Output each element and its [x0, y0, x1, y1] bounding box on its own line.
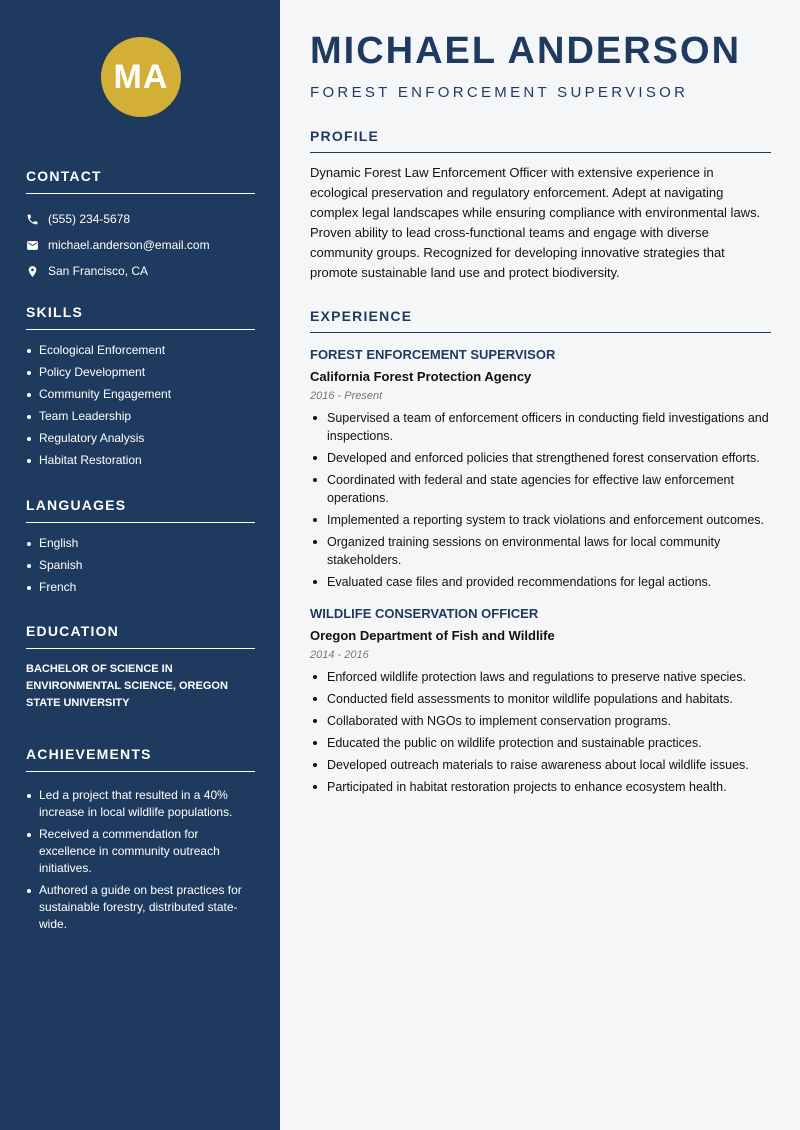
- job-bullet: Developed outreach materials to raise awareness about local wildlife issues.: [310, 756, 771, 774]
- achievement-item: Received a commendation for excellence in community outreach initiatives.: [26, 826, 255, 877]
- job-dates: 2016 - Present: [310, 390, 383, 402]
- job-bullet: Collaborated with NGOs to implement conservation programs.: [310, 712, 771, 730]
- contact-section: [26, 168, 255, 284]
- job-bullet: Supervised a team of enforcement officers in conducting field investigations and inspections.: [310, 409, 771, 445]
- achievements-list: [26, 787, 255, 933]
- job-company: California Forest Protection Agency: [310, 369, 532, 384]
- achievements-title: ACHIEVEMENTS: [26, 746, 255, 772]
- skills-section: [26, 304, 255, 474]
- language-item: English: [26, 535, 255, 552]
- experience-entry: [310, 606, 771, 796]
- mail-icon: [26, 239, 39, 252]
- job-role: WILDLIFE CONSERVATION OFFICER: [310, 606, 539, 621]
- job-role: FOREST ENFORCEMENT SUPERVISOR: [310, 347, 556, 362]
- job-bullets: [310, 409, 771, 591]
- skills-title: SKILLS: [26, 304, 255, 330]
- job-bullet: Coordinated with federal and state agencies for effective law enforcement operations.: [310, 471, 771, 507]
- sidebar: [0, 0, 280, 1130]
- job-bullet: Educated the public on wildlife protection and sustainable practices.: [310, 734, 771, 752]
- contact-email: [26, 232, 255, 258]
- profile-text: Dynamic Forest Law Enforcement Officer with extensive experience in ecological preservation and regulatory enforcement. Adept at navigating complex legal landscapes while ensuring compliance with environmental laws. Proven ability to lead cross-functional teams and engage with diverse community groups. Recognized for developing innovative strategies that promote sustainable land use and protect biodiversity.: [310, 165, 761, 280]
- achievement-item: Authored a guide on best practices for sustainable forestry, distributed state-wide.: [26, 882, 255, 933]
- monogram-avatar: MA: [101, 37, 181, 117]
- job-company: Oregon Department of Fish and Wildlife: [310, 628, 555, 643]
- email-text: michael.anderson@email.com: [48, 238, 210, 252]
- skills-list: [26, 342, 255, 469]
- location-pin-icon: [26, 265, 39, 278]
- job-bullet: Enforced wildlife protection laws and regulations to preserve native species.: [310, 668, 771, 686]
- languages-list: [26, 535, 255, 596]
- phone-icon: [26, 213, 39, 226]
- languages-section: [26, 497, 255, 601]
- education-degree: BACHELOR OF SCIENCE IN ENVIRONMENTAL SCIENCE, OREGON STATE UNIVERSITY: [26, 663, 228, 709]
- candidate-name: MICHAEL ANDERSON: [310, 30, 742, 72]
- profile-section: [310, 128, 771, 283]
- contact-location: [26, 258, 255, 284]
- job-bullet: Developed and enforced policies that strengthened forest conservation efforts.: [310, 449, 771, 467]
- languages-title: LANGUAGES: [26, 497, 255, 523]
- skill-item: Team Leadership: [26, 408, 255, 425]
- job-bullet: Participated in habitat restoration projects to enhance ecosystem health.: [310, 778, 771, 796]
- job-bullet: Organized training sessions on environmental laws for local community stakeholders.: [310, 533, 771, 569]
- contact-title: CONTACT: [26, 168, 255, 194]
- location-text: San Francisco, CA: [48, 264, 149, 278]
- job-bullet: Implemented a reporting system to track violations and enforcement outcomes.: [310, 511, 771, 529]
- education-section: [26, 623, 255, 712]
- achievement-item: Led a project that resulted in a 40% increase in local wildlife populations.: [26, 787, 255, 821]
- language-item: Spanish: [26, 557, 255, 574]
- experience-title: EXPERIENCE: [310, 308, 771, 333]
- candidate-job-title: FOREST ENFORCEMENT SUPERVISOR: [310, 84, 689, 101]
- experience-section: [310, 308, 771, 800]
- skill-item: Community Engagement: [26, 386, 255, 403]
- skill-item: Regulatory Analysis: [26, 430, 255, 447]
- contact-phone: [26, 206, 255, 232]
- achievements-section: [26, 746, 255, 938]
- skill-item: Habitat Restoration: [26, 452, 255, 469]
- profile-title: PROFILE: [310, 128, 771, 153]
- job-bullet: Evaluated case files and provided recommendations for legal actions.: [310, 573, 771, 591]
- skill-item: Policy Development: [26, 364, 255, 381]
- job-bullets: [310, 668, 771, 796]
- skill-item: Ecological Enforcement: [26, 342, 255, 359]
- job-dates: 2014 - 2016: [310, 649, 369, 661]
- job-bullet: Conducted field assessments to monitor wildlife populations and habitats.: [310, 690, 771, 708]
- phone-text: (555) 234-5678: [48, 212, 131, 226]
- experience-entry: [310, 347, 771, 591]
- education-title: EDUCATION: [26, 623, 255, 649]
- language-item: French: [26, 579, 255, 596]
